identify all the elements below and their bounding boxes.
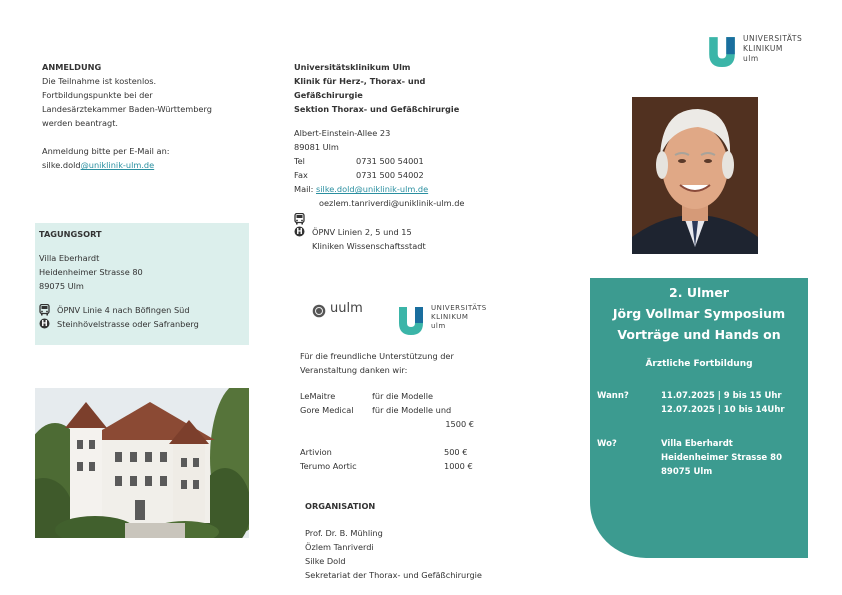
portrait-photo	[632, 97, 758, 254]
organisation-person: Sekretariat der Thorax- und Gefäßchirurgie	[305, 570, 482, 580]
uniklinik-logo-mid: UNIVERSITÄTS KLINIKUM ulm	[397, 305, 497, 337]
svg-text:H: H	[296, 227, 303, 237]
kontakt-section	[294, 60, 504, 253]
sponsor-amount: 500 €	[444, 447, 468, 457]
fax-number: 0731 500 54002	[356, 170, 424, 180]
sponsor-row: Terumo Aortic 1000 €	[300, 461, 473, 471]
sponsors-intro: Für die freundliche Unterstützung der Veranstaltung danken wir:	[300, 351, 454, 375]
anmeldung-section	[42, 60, 262, 172]
bus-stop-icon	[39, 318, 51, 330]
sponsor-row: Artivion 500 €	[300, 447, 468, 457]
tagungsort-bus: ÖPNV Linie 4 nach Böfingen Süd	[57, 305, 190, 315]
uulm-logo: uulm	[312, 303, 372, 323]
sponsor-table	[300, 389, 480, 473]
uk-ulm-logo-icon	[397, 305, 425, 335]
anmeldung-line: Die Teilnahme ist kostenlos.	[42, 76, 157, 86]
email-intro: Anmeldung bitte per E-Mail an:	[42, 146, 170, 156]
uniklinik-logo-top: UNIVERSITÄTS KLINIKUM ulm	[707, 35, 817, 67]
mail-oezlem[interactable]: oezlem.tanriverdi@uniklinik-ulm.de	[319, 198, 465, 208]
anmeldung-line: Fortbildungspunkte bei der	[42, 90, 153, 100]
uk-ulm-logo-icon	[707, 35, 737, 67]
where-label: Wo?	[597, 439, 617, 449]
fax-row: Fax 0731 500 54002	[294, 170, 424, 180]
villa-photo	[35, 388, 249, 538]
tagungsort-box	[35, 223, 249, 345]
kontakt-org-line: Universitätsklinikum Ulm	[294, 62, 411, 72]
sponsor-amount: 1500 €	[445, 419, 474, 429]
when-label: Wann?	[597, 391, 629, 401]
sponsor-row: LeMaitre für die Modelle	[300, 391, 434, 401]
bus-stop-icon	[294, 226, 306, 238]
organisation-person: Prof. Dr. B. Mühling	[305, 528, 383, 538]
tagungsort-address-line: 89075 Ulm	[39, 281, 84, 291]
kontakt-address-line: 89081 Ulm	[294, 142, 339, 152]
event-date: 12.07.2025 | 10 bis 14Uhr	[661, 405, 785, 415]
tel-number: 0731 500 54001	[356, 156, 424, 166]
kontakt-oepnv-line: Kliniken Wissenschaftsstadt	[312, 241, 426, 251]
event-subtitle: Ärztliche Fortbildung	[645, 359, 753, 369]
tagungsort-heading: TAGUNGSORT	[39, 229, 102, 239]
kontakt-org-line: Sektion Thorax- und Gefäßchirurgie	[294, 104, 460, 114]
event-where-line: Villa Eberhardt	[661, 439, 733, 449]
kontakt-org-line: Klinik für Herz-, Thorax- und	[294, 76, 426, 86]
sponsors-section	[300, 349, 480, 377]
sponsor-row: Gore Medical für die Modelle und	[300, 405, 452, 415]
event-where-line: Heidenheimer Strasse 80	[661, 453, 782, 463]
event-title-line: 2. Ulmer	[669, 285, 729, 300]
tagungsort-address-line: Heidenheimer Strasse 80	[39, 267, 143, 277]
kontakt-oepnv-line: ÖPNV Linien 2, 5 und 15	[312, 227, 412, 237]
tagungsort-address-line: Villa Eberhardt	[39, 253, 100, 263]
tagungsort-stop: Steinhövelstrasse oder Safranberg	[57, 319, 199, 329]
kontakt-org-line: Gefäßchirurgie	[294, 90, 363, 100]
kontakt-address-line: Albert-Einstein-Allee 23	[294, 128, 391, 138]
organisation-person: Özlem Tanriverdi	[305, 542, 374, 552]
bus-icon	[39, 304, 51, 316]
event-date: 11.07.2025 | 9 bis 15 Uhr	[661, 391, 782, 401]
event-panel	[590, 278, 808, 558]
event-title-line: Jörg Vollmar Symposium	[612, 306, 786, 321]
organisation-heading: ORGANISATION	[305, 501, 376, 511]
sponsor-amount: 1000 €	[444, 461, 473, 471]
anmeldung-line: Landesärztekammer Baden-Württemberg	[42, 104, 212, 114]
tel-row: Tel 0731 500 54001	[294, 156, 424, 166]
organisation-person: Silke Dold	[305, 556, 346, 566]
event-where-line: 89075 Ulm	[661, 467, 713, 477]
university-seal-icon	[312, 304, 326, 318]
event-title-line: Vorträge und Hands on	[617, 327, 781, 342]
mail-link-silke[interactable]: silke.dold@uniklinik-ulm.de	[316, 184, 429, 194]
registration-email[interactable]: silke.dold@uniklinik-ulm.de	[42, 160, 155, 170]
anmeldung-heading: ANMELDUNG	[42, 62, 102, 72]
organisation-section	[305, 499, 505, 582]
svg-text:H: H	[41, 319, 48, 329]
anmeldung-line: werden beantragt.	[42, 118, 119, 128]
mail-row: Mail: silke.dold@uniklinik-ulm.de	[294, 184, 429, 194]
bus-icon	[294, 213, 306, 225]
registration-email-link[interactable]: @uniklinik-ulm.de	[80, 160, 155, 170]
